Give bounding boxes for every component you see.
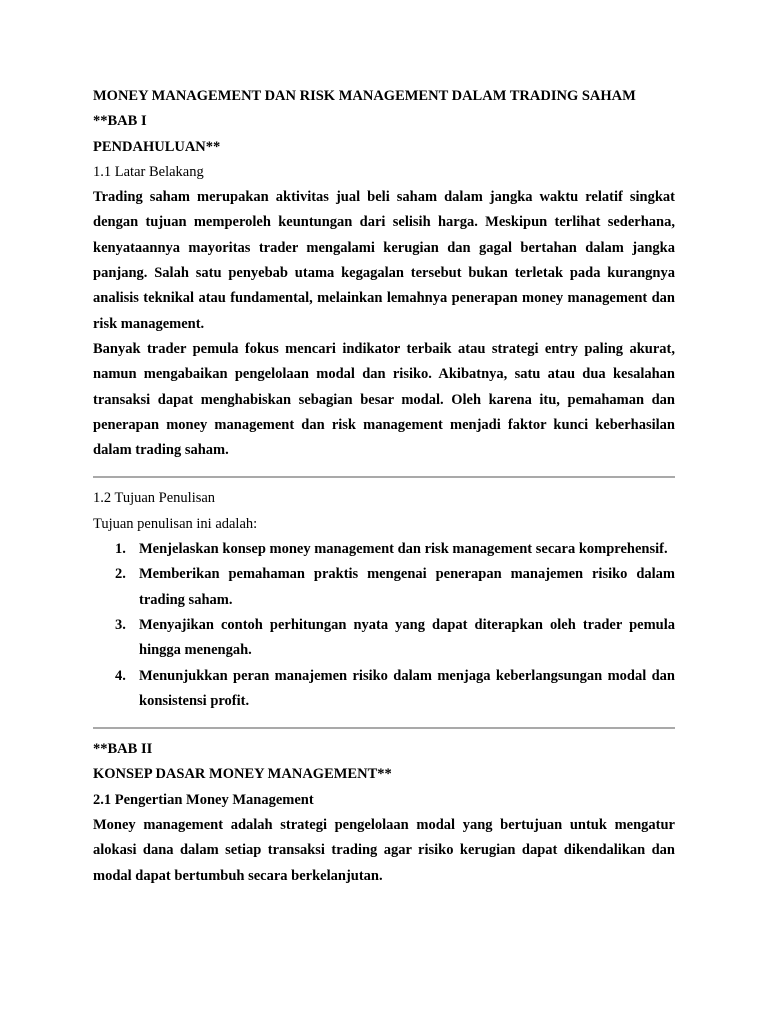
list-item bbox=[93, 537, 675, 562]
section-2-1-paragraph-1: Money management adalah strategi pengelolaan modal yang bertujuan untuk mengatur alokasi dana dalam setiap transaksi trading agar risiko kerugian dapat dikendalikan dan modal dapat bertumbuh secara berkelanjutan. bbox=[93, 817, 675, 884]
section-divider bbox=[93, 727, 675, 729]
chapter-1-heading-line-2: PENDAHULUAN** bbox=[93, 138, 221, 155]
list-item-number: 1. bbox=[115, 541, 126, 558]
list-item bbox=[93, 664, 675, 715]
list-item-number: 3. bbox=[115, 616, 126, 633]
section-divider bbox=[93, 476, 675, 478]
list-item-text: Memberikan pemahaman praktis mengenai penerapan manajemen risiko dalam trading saham. bbox=[139, 566, 675, 608]
section-1-1-paragraph-1: Trading saham merupakan aktivitas jual beli saham dalam jangka waktu relatif singkat dengan tujuan memperoleh keuntungan dari selisih harga. Meskipun terlihat sederhana, kenyataannya mayoritas trader mengalami kerugian dan gagal bertahan dalam jangka panjang. Salah satu penyebab utama kegagalan tersebut bukan terletak pada kurangnya analisis teknikal atau fundamental, melainkan lemahnya penerapan money management dan risk management. bbox=[93, 189, 675, 332]
list-item bbox=[93, 562, 675, 613]
chapter-1-heading-line-1: **BAB I bbox=[93, 113, 147, 130]
section-1-1-paragraph-2: Banyak trader pemula fokus mencari indikator terbaik atau strategi entry paling akurat, namun mengabaikan pengelolaan modal dan risiko. Akibatnya, satu atau dua kesalahan transaksi dapat menghabiskan sebagian besar modal. Oleh karena itu, pemahaman dan penerapan money management dan risk management menjadi faktor kunci keberhasilan dalam trading saham. bbox=[93, 340, 675, 459]
list-item-number: 2. bbox=[115, 566, 126, 583]
document-title: MONEY MANAGEMENT DAN RISK MANAGEMENT DALAM TRADING SAHAM bbox=[93, 88, 636, 104]
section-1-2-title: 1.2 Tujuan Penulisan bbox=[93, 490, 216, 507]
list-item bbox=[93, 613, 675, 664]
section-1-1-title: 1.1 Latar Belakang bbox=[93, 163, 204, 180]
list-item-number: 4. bbox=[115, 667, 126, 684]
section-2-1-title: 2.1 Pengertian Money Management bbox=[93, 791, 314, 808]
chapter-2-heading-line-1: **BAB II bbox=[93, 741, 153, 758]
document-page bbox=[93, 84, 675, 889]
list-item-text: Menunjukkan peran manajemen risiko dalam menjaga keberlangsungan modal dan konsistensi profit. bbox=[139, 667, 675, 709]
chapter-2-heading-line-2: KONSEP DASAR MONEY MANAGEMENT** bbox=[93, 766, 392, 783]
list-item-text: Menjelaskan konsep money management dan risk management secara komprehensif. bbox=[139, 541, 668, 558]
list-item-text: Menyajikan contoh perhitungan nyata yang dapat diterapkan oleh trader pemula hingga menengah. bbox=[139, 616, 675, 659]
section-1-2-intro: Tujuan penulisan ini adalah: bbox=[93, 515, 258, 532]
objectives-list bbox=[93, 537, 675, 714]
